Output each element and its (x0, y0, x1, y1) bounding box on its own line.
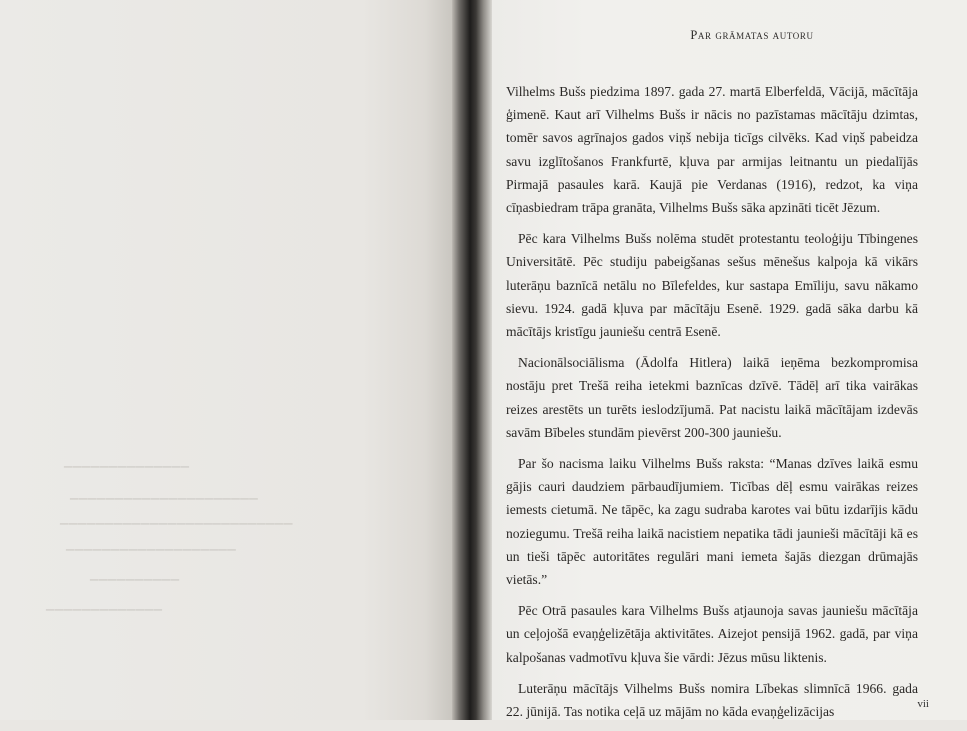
show-through-text: ▁▁▁▁▁▁▁▁▁▁▁▁▁▁ (64, 456, 190, 468)
paragraph-5: Pēc Otrā pasaules kara Vilhelms Bušs atjaunoja savas jauniešu mācītāja un ceļojošā evaņģelizētāja aktivitātes. Aizejot pensijā 1962. gadā, par viņa kalpošanas vadmotīvu kļuva šie vārdi: Jēzus mūsu liktenis. (506, 603, 918, 665)
show-through-text: ▁▁▁▁▁▁▁▁▁▁▁▁▁▁▁▁▁▁▁▁▁ (70, 488, 259, 500)
left-page-blank (0, 0, 452, 720)
page-number: vii (917, 698, 929, 710)
show-through-text: ▁▁▁▁▁▁▁▁▁▁ (90, 569, 180, 581)
show-through-text: ▁▁▁▁▁▁▁▁▁▁▁▁▁▁▁▁▁▁▁ (66, 539, 237, 551)
paragraph-1: Vilhelms Bušs piedzima 1897. gada 27. martā Elberfeldā, Vācijā, mācītāja ģimenē. Kaut arī Vilhelms Bušs ir nācis no pazīstamas mācītāju dzimtas, tomēr savos agrīnajos gados viņš nebija ticīgs cilvēks. Kad viņš pabeidza savu izglītošanos Frankfurtē, kļuva par armijas leitnantu un piedalījās Pirmajā pasaules karā. Kaujā pie Verdanas (1916), redzot, ka viņa cīņasbiedram trāpa granāta, Vilhelms Bušs sāka apzināti ticēt Jēzum. (506, 84, 918, 216)
show-through-text: ▁▁▁▁▁▁▁▁▁▁▁▁▁▁▁▁▁▁▁▁▁▁▁▁▁▁ (60, 513, 293, 525)
paragraph-6: Luterāņu mācītājs Vilhelms Bušs nomira Lībekas slimnīcā 1966. gada 22. jūnijā. Tas notika ceļā uz mājām no kāda evaņģelizācijas (506, 680, 918, 720)
right-page (492, 0, 967, 720)
body-text (506, 80, 918, 731)
running-head: Par grāmatas autoru (690, 28, 814, 42)
book-gutter-shadow (452, 0, 492, 720)
paragraph-2: Pēc kara Vilhelms Bušs nolēma studēt protestantu teoloģiju Tībingenes Universitātē. Pēc studiju pabeigšanas sešus mēnešus kalpoja kā vikārs luterāņu baznīcā netālu no Bīlefeldes, kur sastapa Emīliju, savu nākamo sievu. 1924. gadā kļuva par mācītāju Esenē. 1929. gadā sāka darbu kā mācītājs kristīgu jauniešu centrā Esenē. (506, 231, 918, 340)
show-through-text: ▁▁▁▁▁▁▁▁▁▁▁▁▁ (46, 599, 163, 611)
paragraph-4: Par šo nacisma laiku Vilhelms Bušs raksta: “Manas dzīves laikā esmu gājis cauri daudziem pārbaudījumiem. Ticības dēļ esmu vairākas reizes iemests cietumā. Ne tāpēc, ka zagu sudraba karotes vai būtu izdarījis kādu noziegumu. Trešā reiha laikā nacistiem nepatika tādi jaunieši mācītāji kā es un tieši tāpēc autoritātes regulāri mani iemeta šajās diezgan drūmajās vietās.” (506, 456, 918, 588)
paragraph-3: Nacionālsociālisma (Ādolfa Hitlera) laikā ieņēma bezkompromisa nostāju pret Trešā reiha ietekmi baznīcas dzīvē. Tādēļ arī tika vairākas reizes arestēts un turēts ieslodzījumā. Pat nacistu laikā mācītājam izdevās savām Bībeles stundām pievērst 200-300 jauniešu. (506, 355, 918, 440)
